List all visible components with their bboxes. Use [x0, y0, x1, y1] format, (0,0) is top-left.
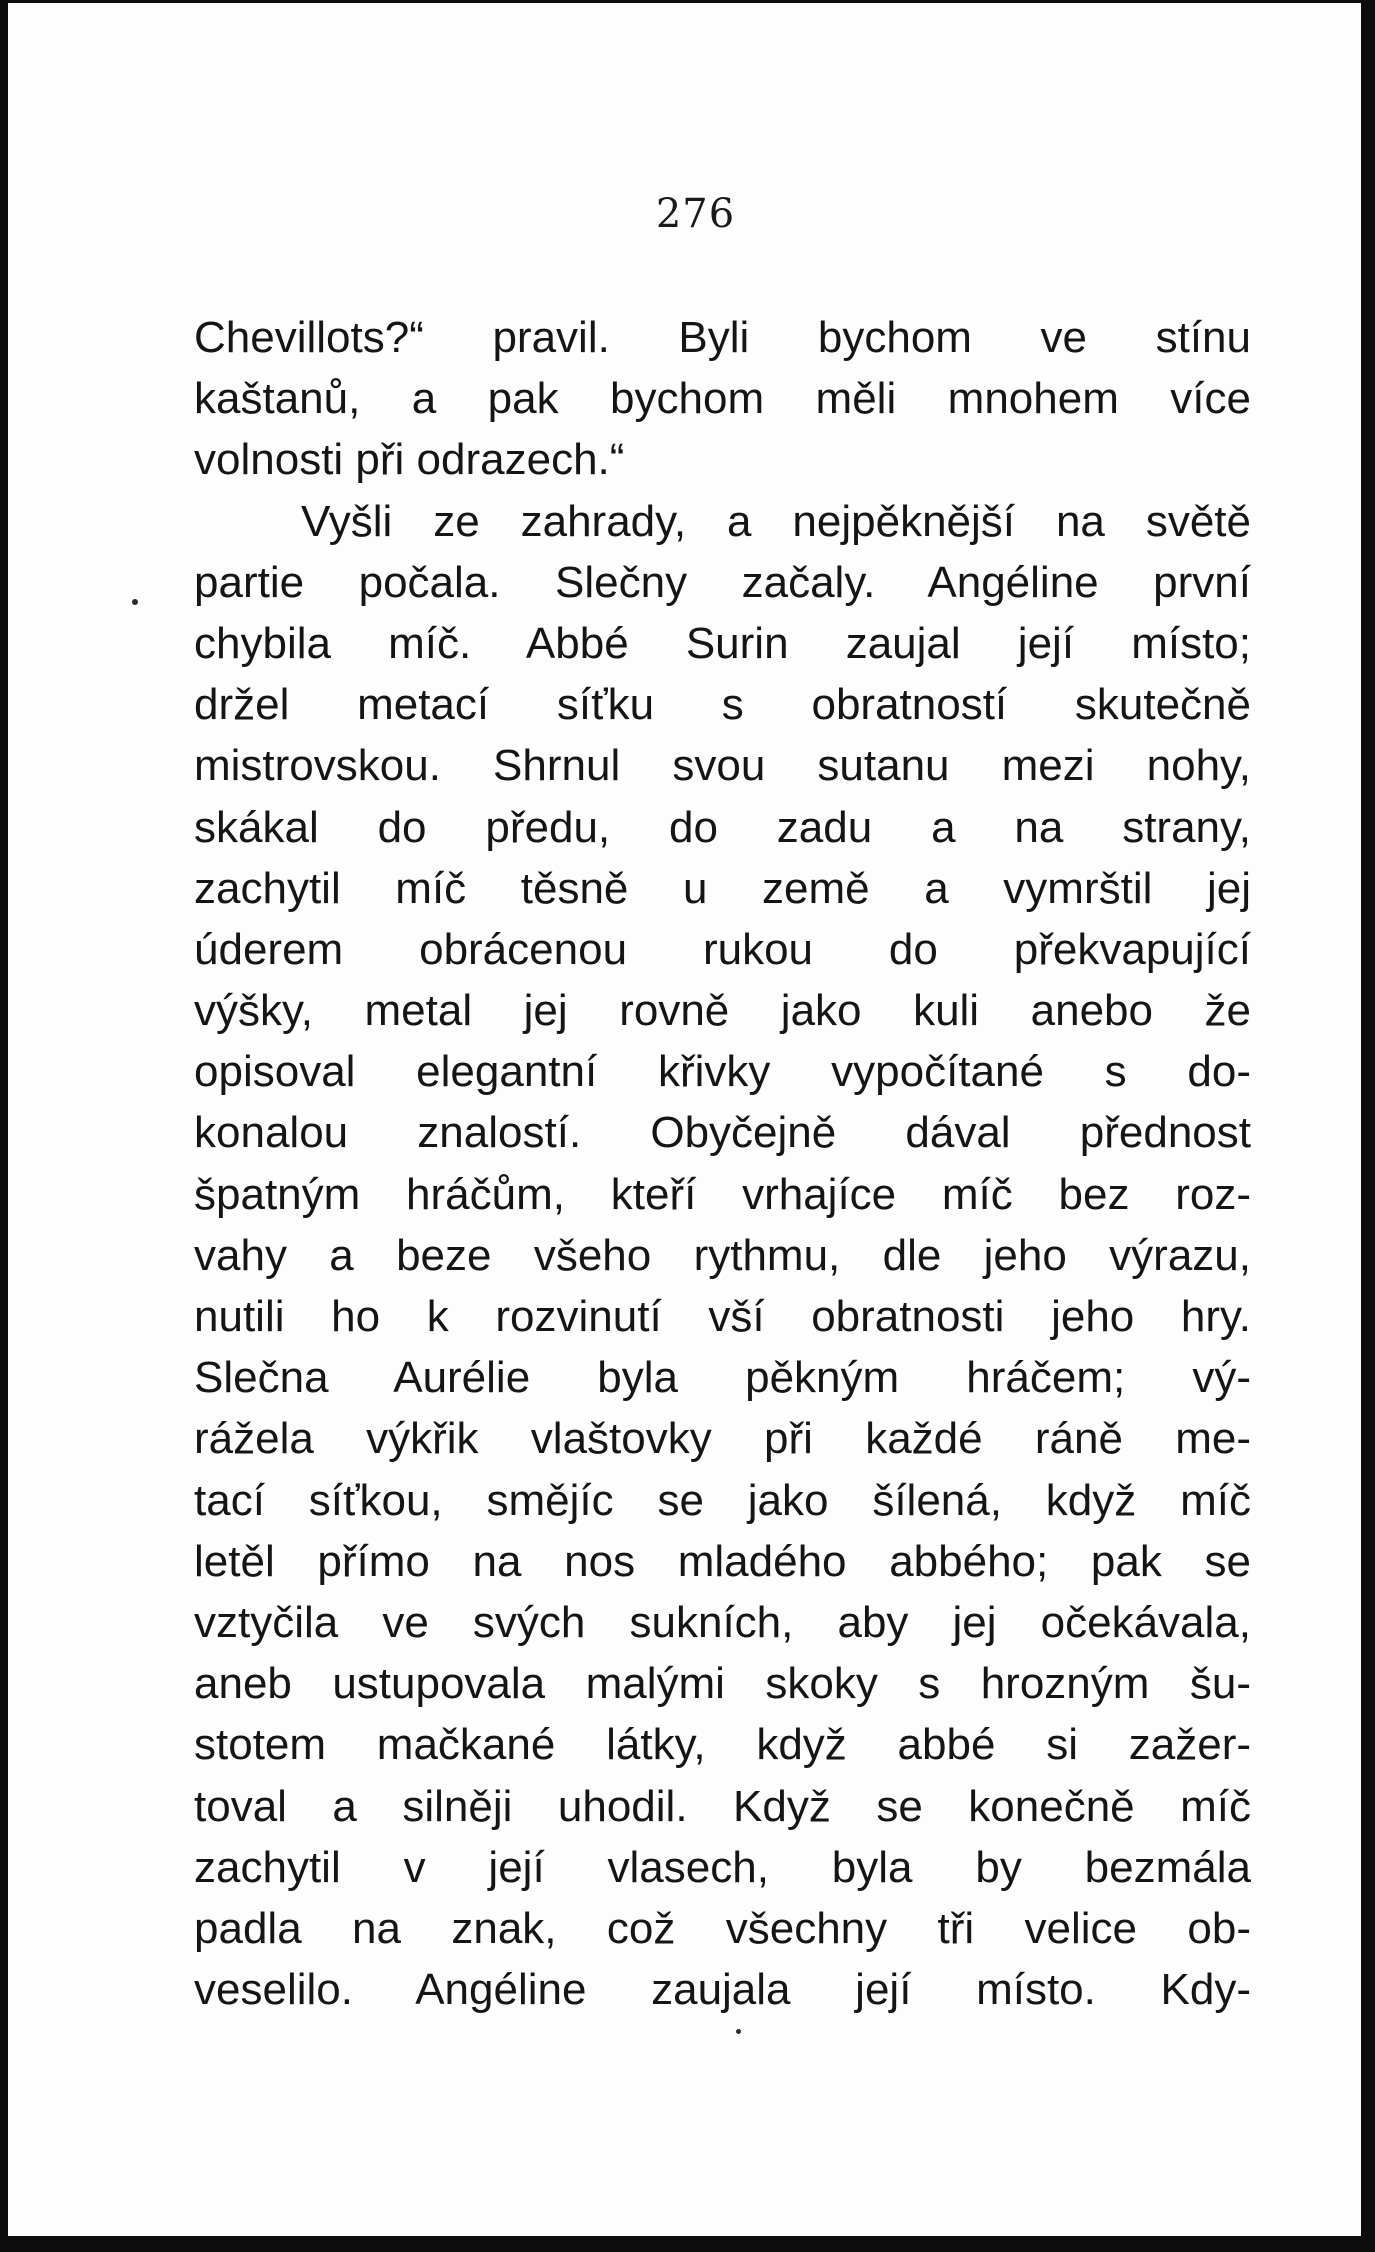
text-line: veselilo. Angéline zaujala její místo. Kdy-	[194, 1965, 1251, 2015]
text-line: partie počala. Slečny začaly. Angéline první	[194, 557, 1251, 607]
text-line: držel metací síťku s obratností skutečně	[194, 680, 1251, 730]
text-line: chybila míč. Abbé Surin zaujal její místo;	[194, 618, 1251, 668]
text-line: mistrovskou. Shrnul svou sutanu mezi nohy,	[194, 741, 1251, 791]
page-number: 276	[655, 191, 736, 237]
text-line: tací síťkou, smějíc se jako šílená, když míč	[194, 1475, 1251, 1525]
text-line: úderem obrácenou rukou do překvapující	[194, 924, 1251, 974]
text-line: skákal do předu, do zadu a na strany,	[194, 802, 1251, 852]
text-line: Vyšli ze zahrady, a nejpěknější na světě	[301, 496, 1251, 546]
text-line: nutili ho k rozvinutí vší obratnosti jeho hry.	[194, 1292, 1251, 1341]
text-line: aneb ustupovala malými skoky s hrozným šu-	[194, 1659, 1251, 1709]
text-line: opisoval elegantní křivky vypočítané s do-	[194, 1047, 1251, 1097]
text-line: vztyčila ve svých sukních, aby jej očekávala,	[194, 1597, 1251, 1647]
text-line: letěl přímo na nos mladého abbého; pak se	[194, 1536, 1251, 1586]
print-speck	[132, 599, 138, 605]
text-line: vahy a beze všeho rythmu, dle jeho výrazu,	[194, 1230, 1251, 1280]
text-line: Chevillots?“ pravil. Byli bychom ve stínu	[194, 313, 1251, 362]
text-line: kaštanů, a pak bychom měli mnohem více	[194, 374, 1251, 424]
text-line: stotem mačkané látky, když abbé si zažer-	[194, 1720, 1251, 1770]
body-text	[194, 307, 1251, 2020]
text-line: výšky, metal jej rovně jako kuli anebo že	[194, 986, 1251, 1036]
text-line: zachytil v její vlasech, byla by bezmála	[194, 1842, 1251, 1892]
text-line: konalou znalostí. Obyčejně dával přednost	[194, 1108, 1251, 1158]
text-line: špatným hráčům, kteří vrhajíce míč bez roz-	[194, 1169, 1251, 1219]
text-line: padla na znak, což všechny tři velice ob-	[194, 1903, 1251, 1953]
text-line: rážela výkřik vlaštovky při každé ráně me-	[194, 1414, 1251, 1464]
text-line: toval a silněji uhodil. Když se konečně míč	[194, 1781, 1251, 1831]
text-line: volnosti při odrazech.“	[194, 435, 625, 485]
text-line: Slečna Aurélie byla pěkným hráčem; vý-	[194, 1353, 1251, 1403]
text-line: zachytil míč těsně u země a vymrštil jej	[194, 863, 1251, 913]
print-speck	[736, 2029, 741, 2034]
